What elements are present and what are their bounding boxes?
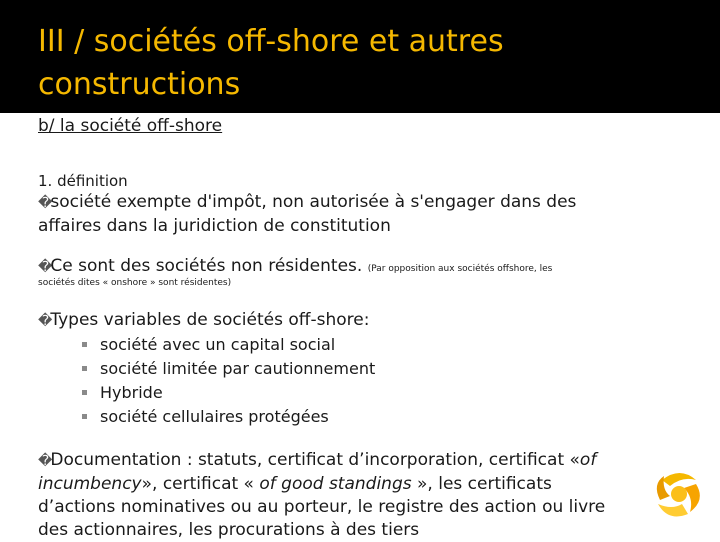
bullet-non-resident-text: Ce sont des sociétés non résidentes. (50, 256, 363, 276)
bullet-definition (38, 191, 608, 238)
onshore-note-line1: (Par opposition aux sociétés offshore, les (367, 264, 553, 274)
bullet-types (38, 309, 369, 333)
square-bullet-icon (82, 390, 87, 395)
square-bullet-icon (82, 366, 87, 371)
slide-title: III / sociétés off-shore et autres constructions (38, 24, 504, 102)
list-item: Hybride (92, 381, 375, 405)
onshore-note-line2: sociétés dites « onshore » sont résidentes) (38, 278, 232, 288)
bullet-documentation: �Documentation : statuts, certificat d’incorporation, certificat «of incumbency», certificat « of good standings », les certificats d’actions nominatives ou au porteur, le registre des action ou livre des actionnaires, les procurations à des tiers (38, 450, 606, 540)
bullet-types-text: Types variables de sociétés off-shore: (50, 310, 370, 330)
square-bullet-icon (82, 414, 87, 419)
types-list (92, 333, 375, 429)
list-item: société limitée par cautionnement (92, 357, 375, 381)
bullet-glyph-icon: � (38, 195, 53, 211)
list-item: société cellulaires protégées (92, 405, 375, 429)
definition-label: 1. définition (38, 172, 128, 190)
bullet-glyph-icon: � (38, 453, 53, 469)
section-subtitle: b/ la société off-shore (38, 116, 223, 136)
swirl-logo-icon (650, 464, 708, 522)
square-bullet-icon (82, 342, 87, 347)
bullet-glyph-icon: � (38, 259, 53, 275)
title-bar (0, 0, 720, 113)
bullet-glyph-icon: � (38, 313, 53, 329)
bullet-definition-text: société exempte d'impôt, non autorisée à s'engager dans des affaires dans la juridiction de constitution (38, 192, 577, 236)
list-item: société avec un capital social (92, 333, 375, 357)
bullet-non-resident (38, 255, 658, 279)
